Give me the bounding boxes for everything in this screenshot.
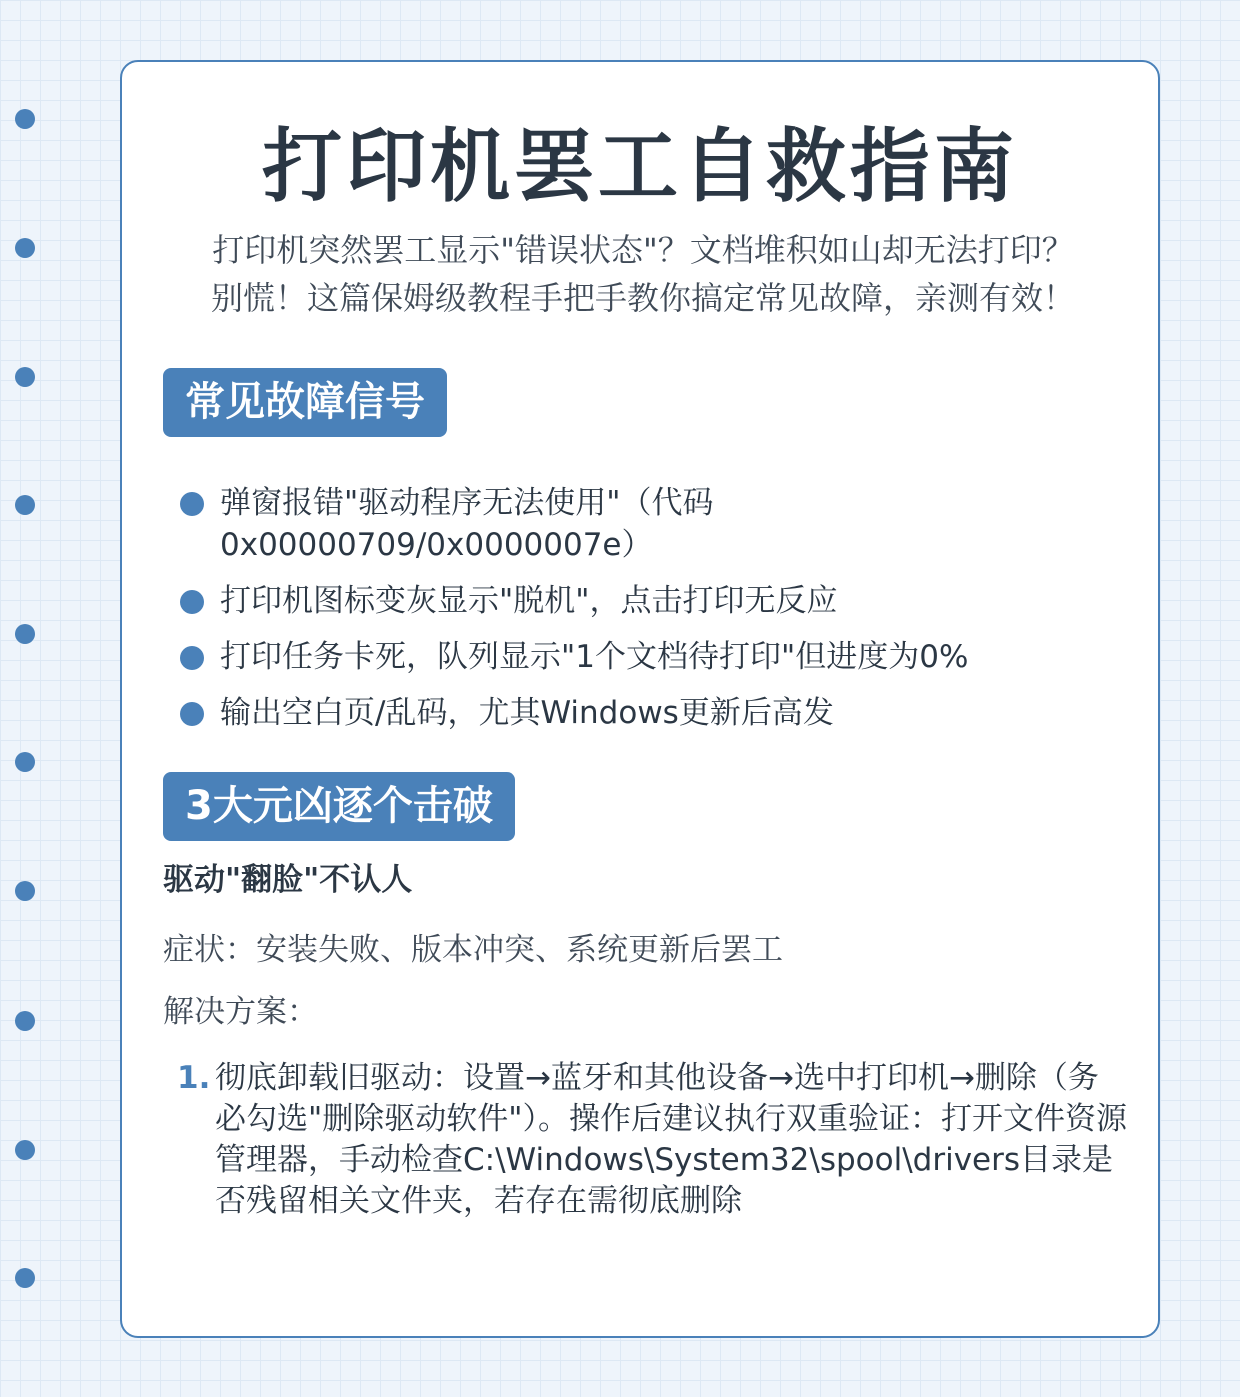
binder-dot [15,109,35,129]
fault-signal-list [180,482,1120,748]
list-item [180,692,1120,734]
intro-line: 打印机突然罢工显示"错误状态"？文档堆积如山却无法打印？ [212,231,1074,269]
list-item-text: 打印机图标变灰显示"脱机"，点击打印无反应 [220,583,838,619]
step-item [177,1058,1127,1222]
solution-steps [177,1058,1127,1222]
list-item-text: 弹窗报错"驱动程序无法使用"（代码0x00000709/0x0000007e） [220,485,714,563]
binder-dot [15,1140,35,1160]
bullet-dot-icon [180,590,204,614]
bullet-dot-icon [180,646,204,670]
solution-label: 解决方案： [163,994,318,1030]
list-item [180,482,1120,566]
content-card [120,60,1160,1338]
binder-dot [15,881,35,901]
step-text: 彻底卸载旧驱动：设置→蓝牙和其他设备→选中打印机→删除（务必勾选"删除驱动软件"）。操作后建议执行双重验证：打开文件资源管理器，手动检查C:\Windows\System32\spool\drivers目录是否残留相关文件夹，若存在需彻底删除 [215,1060,1128,1219]
binder-dot [15,624,35,644]
list-item [180,636,1120,678]
binder-dot [15,1268,35,1288]
subsection-title: 驱动"翻脸"不认人 [163,862,413,898]
binder-dot [15,752,35,772]
symptom-text: 症状：安装失败、版本冲突、系统更新后罢工 [163,932,783,968]
list-item-text: 打印任务卡死，队列显示"1个文档待打印"但进度为0% [220,639,969,675]
binder-dot [15,238,35,258]
step-number: 1. [177,1060,211,1096]
section-heading-culprits: 3大元凶逐个击破 [163,772,515,841]
list-item-text: 输出空白页/乱码，尤其Windows更新后高发 [220,695,834,731]
binder-dot [15,1011,35,1031]
binder-dot [15,367,35,387]
list-item [180,580,1120,622]
binder-dot [15,495,35,515]
bullet-dot-icon [180,492,204,516]
bullet-dot-icon [180,702,204,726]
intro-line: 别慌！这篇保姆级教程手把手教你搞定常见故障，亲测有效！ [210,279,1075,317]
page-title: 打印机罢工自救指南 [262,120,1018,213]
section-heading-fault-signals: 常见故障信号 [163,368,447,437]
intro-text [168,226,1118,322]
